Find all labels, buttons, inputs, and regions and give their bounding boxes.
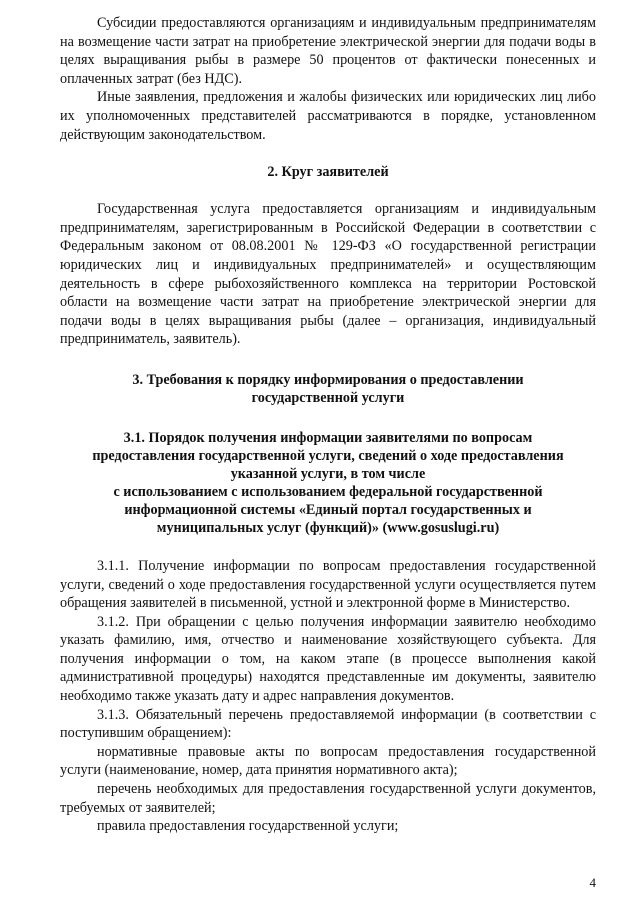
section-3-1-heading-line: с использованием с использованием федеральной государственной <box>113 483 543 500</box>
section-3-1-heading-line: информационной системы «Единый портал государственных и <box>124 501 532 518</box>
section-3-1-heading-line: муниципальных услуг (функций)» (www.gosuslugi.ru) <box>156 519 500 536</box>
section-3-heading-line-2: государственной услуги <box>251 389 405 406</box>
section-3-1-heading-line: предоставления государственной услуги, сведений о ходе предоставления <box>92 447 564 464</box>
section-3-1-heading <box>60 429 596 537</box>
paragraph-applicants: Государственная услуга предоставляется организациям и индивидуальным предпринимателям, зарегистрированным в Российской Федерации в соответствии с Федеральным законом от 08.08.2001 № 129-ФЗ «О государственной регистрации юридических лиц и индивидуальных предпринимателей» и осуществляющим деятельность в сфере рыбохозяйственного комплекса на территории Ростовской области на возмещение части затрат на приобретение электрической энергии для подачи воды в целях выращивания рыбы (далее – организация, индивидуальный предприниматель, заявитель). <box>60 201 596 348</box>
section-3-1-heading-line: 3.1. Порядок получения информации заявителями по вопросам <box>123 429 533 446</box>
section-3-heading <box>60 371 596 407</box>
list-item: перечень необходимых для предоставления государственной услуги документов, требуемых от заявителей; <box>60 781 596 816</box>
page-number: 4 <box>589 875 596 890</box>
paragraph-3-1-3: 3.1.3. Обязательный перечень предоставляемой информации (в соответствии с поступившим обращением): <box>60 706 596 742</box>
paragraph-3-1-2: 3.1.2. При обращении с целью получения информации заявителю необходимо указать фамилию, имя, отчество и наименование хозяйствующего субъекта. Для получения информации о том, на каком этапе (в процессе выполнения какой административной процедуры) находятся представленные им документы, заявителю необходимо также указать дату и адрес направления документов. <box>60 613 596 705</box>
paragraph-complaints: Иные заявления, предложения и жалобы физических или юридических лиц либо их уполномоченных представителей рассматриваются в порядке, установленном действующим законодательством. <box>60 89 596 143</box>
section-3-heading-line-1: 3. Требования к порядку информирования о предоставлении <box>132 371 524 388</box>
document-page <box>60 14 596 836</box>
list-item: правила предоставления государственной услуги; <box>97 818 399 835</box>
paragraph-3-1-1: 3.1.1. Получение информации по вопросам предоставления государственной услуги, сведений о ходе предоставления государственной услуги осуществляется путем обращения заявителей в письменной, устной и электронной форме в Министерство. <box>60 557 596 612</box>
list-item: нормативные правовые акты по вопросам предоставления государственной услуги (наименование, номер, дата принятия нормативного акта); <box>60 743 596 779</box>
paragraph-subsidies: Субсидии предоставляются организациям и индивидуальным предпринимателям на возмещение части затрат на приобретение электрической энергии для подачи воды в целях выращивания рыбы в размере 50 процентов от фактически понесенных и оплаченных затрат (без НДС). <box>60 15 596 87</box>
section-3-1-heading-line: указанной услуги, в том числе <box>230 465 426 482</box>
section-2-heading: 2. Круг заявителей <box>267 164 389 181</box>
